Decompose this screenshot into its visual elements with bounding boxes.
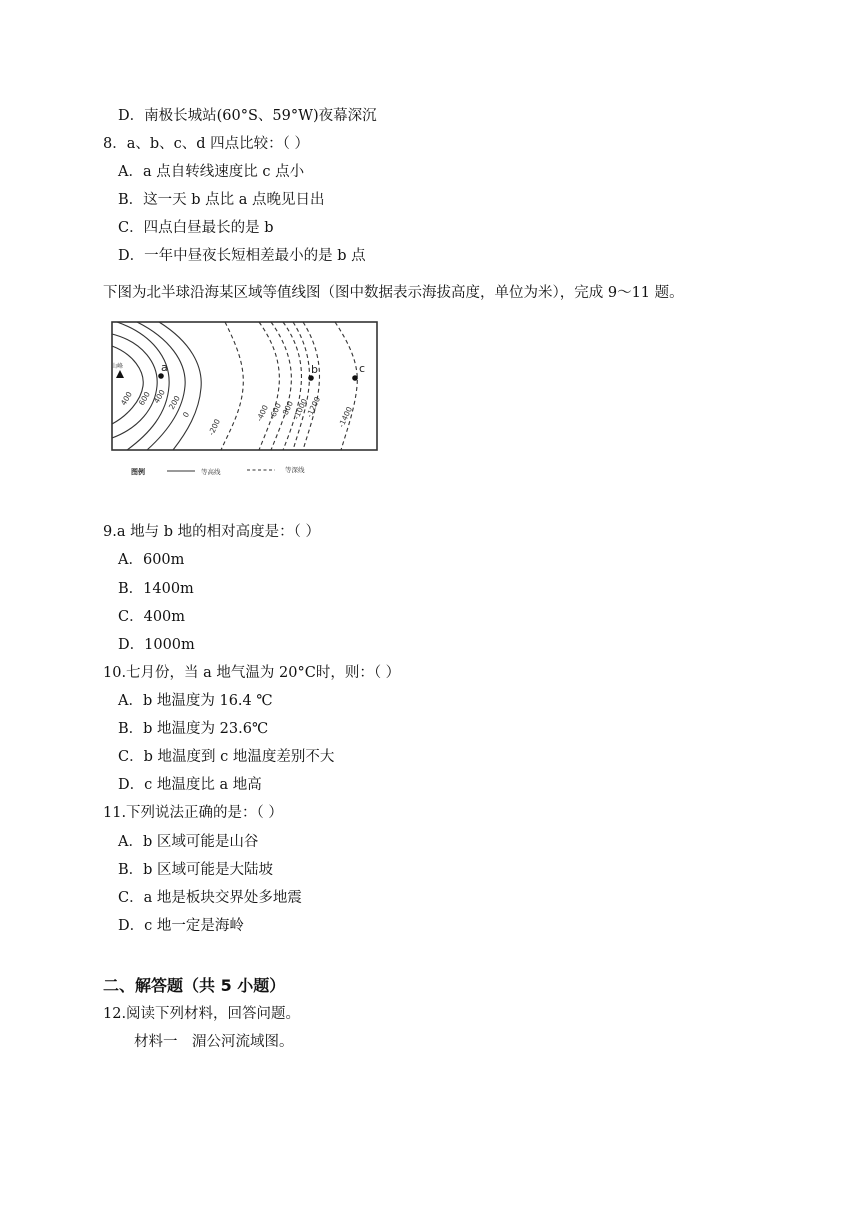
peak-label: 山峰 [111, 363, 124, 370]
q8-stem: 8．a、b、c、d 四点比较：（ ） [103, 136, 310, 152]
q8-option-a: A．a 点自转线速度比 c 点小 [118, 164, 305, 180]
q9-stem: 9.a 地与 b 地的相对高度是：（ ） [103, 524, 320, 540]
q9-option-a: A．600m [118, 552, 185, 568]
isobath-label-1200: -1200 [304, 395, 323, 419]
contour-label-600: 600 [136, 390, 152, 407]
contour-map-figure [103, 316, 388, 486]
point-a-label: a [161, 361, 168, 374]
q10-option-a: A．b 地温度为 16.4 ℃ [118, 693, 273, 709]
q9-option-d: D．1000m [118, 637, 195, 653]
legend-isobath-label: 等深线 [285, 466, 305, 474]
q11-stem: 11.下列说法正确的是：（ ） [103, 805, 283, 821]
map-frame [112, 322, 377, 450]
point-a-marker [158, 373, 164, 379]
section-title: 二、解答题（共 5 小题） [103, 976, 286, 995]
q12-material-1: 材料一 湄公河流域图。 [134, 1034, 294, 1050]
q11-option-b: B．b 区域可能是大陆坡 [118, 862, 274, 878]
contour-label-200: 200 [166, 394, 182, 411]
point-b-label: b [311, 363, 318, 376]
isobath-label-1000: -1000 [291, 397, 310, 421]
q9-option-c: C．400m [118, 609, 186, 625]
q10-option-c: C．b 地温度到 c 地温度差别不大 [118, 749, 335, 765]
point-c-marker [352, 375, 358, 381]
q8-option-c: C．四点白昼最长的是 b [118, 220, 274, 236]
q12-stem: 12.阅读下列材料，回答问题。 [103, 1006, 301, 1022]
isobath-label-1400: -1400 [336, 405, 355, 429]
map-legend [131, 465, 305, 476]
legend-title: 图例 [131, 468, 145, 476]
point-b-marker [308, 375, 314, 381]
contour-label-400a: 400 [118, 390, 134, 407]
point-c-label: c [359, 362, 366, 375]
map-intro-text: 下图为北半球沿海某区域等值线图（图中数据表示海拔高度，单位为米），完成 9～11 题。 [103, 285, 684, 301]
isobath-label-400: -400 [254, 403, 271, 423]
isobath-label-200: -200 [206, 417, 223, 437]
q9-option-b: B．1400m [118, 581, 194, 597]
isobath-label-800: -800 [279, 399, 296, 419]
q8-option-d: D．一年中昼夜长短相差最小的是 b 点 [118, 248, 366, 264]
q10-option-b: B．b 地温度为 23.6℃ [118, 721, 269, 737]
contour-label-0: 0 [180, 410, 192, 419]
isobath-label-600: -600 [267, 401, 284, 421]
q11-option-c: C．a 地是板块交界处多地震 [118, 890, 302, 906]
q10-stem: 10.七月份，当 a 地气温为 20°C时，则：（ ） [103, 665, 401, 681]
contour-label-400b: 400 [151, 388, 167, 405]
q11-option-d: D．c 地一定是海岭 [118, 918, 244, 934]
q7-option-d: D．南极长城站(60°S、59°W)夜幕深沉 [118, 108, 377, 124]
q10-option-d: D．c 地温度比 a 地高 [118, 777, 262, 793]
q11-option-a: A．b 区域可能是山谷 [118, 834, 259, 850]
legend-contour-label: 等高线 [201, 468, 221, 476]
q8-option-b: B．这一天 b 点比 a 点晚见日出 [118, 192, 325, 208]
